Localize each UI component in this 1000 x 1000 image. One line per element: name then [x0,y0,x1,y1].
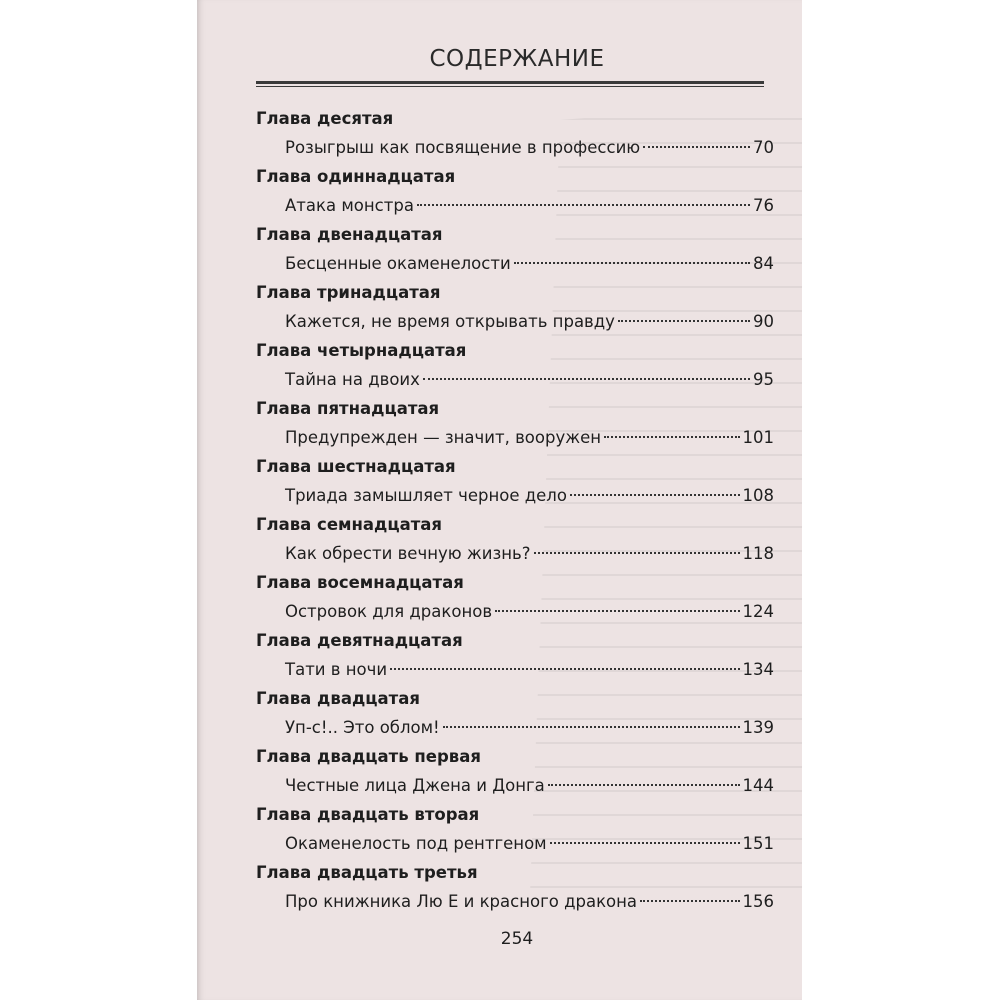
dot-leader [618,320,750,322]
chapter-heading: Глава семнадцатая [256,515,443,534]
page-ref: 151 [742,834,774,853]
dot-leader [550,842,740,844]
dot-leader [495,610,739,612]
dot-leader [604,436,739,438]
chapter-heading: Глава десятая [256,109,394,128]
toc-entry [256,744,774,802]
dot-leader [423,378,750,380]
chapter-title: Про книжника Лю Е и красного дракона [285,892,638,911]
toc-entry [256,454,774,512]
toc-entry [256,396,774,454]
chapter-title: Тати в ночи [285,660,388,679]
table-of-contents [256,106,774,918]
chapter-heading: Глава девятнадцатая [256,631,463,650]
toc-row [256,305,774,338]
toc-row [256,653,774,686]
toc-entry [256,860,774,918]
page-ref: 144 [742,776,774,795]
toc-row [256,363,774,396]
toc-row [256,247,774,280]
chapter-heading: Глава двадцатая [256,689,420,708]
dot-leader [443,726,740,728]
dot-leader [417,204,750,206]
page-number: 254 [500,929,534,949]
chapter-heading: Глава одиннадцатая [256,167,456,186]
chapter-heading: Глава тринадцатая [256,283,441,302]
toc-row [256,131,774,164]
page-ref: 101 [742,428,774,447]
page-ref: 84 [753,254,774,273]
toc-entry [256,106,774,164]
toc-entry [256,164,774,222]
page-ref: 90 [753,312,774,331]
page-title: СОДЕРЖАНИЕ [429,46,605,72]
chapter-title: Триада замышляет черное дело [285,486,567,505]
chapter-heading: Глава четырнадцатая [256,341,467,360]
toc-entry [256,628,774,686]
chapter-heading: Глава двенадцатая [256,225,443,244]
chapter-title: Атака монстра [285,196,414,215]
page-ref: 108 [742,486,774,505]
chapter-heading: Глава восемнадцатая [256,573,464,592]
chapter-heading: Глава шестнадцатая [256,457,456,476]
chapter-heading: Глава двадцать вторая [256,805,480,824]
chapter-title: Окаменелость под рентгеном [285,834,547,853]
page-ref: 156 [742,892,774,911]
chapter-title: Бесценные окаменелости [285,254,511,273]
chapter-heading: Глава двадцать первая [256,747,481,766]
toc-entry [256,338,774,396]
chapter-title: Предупрежден — значит, вооружен [285,428,602,447]
chapter-title: Кажется, не время открывать правду [285,312,615,331]
toc-row [256,769,774,802]
chapter-heading: Глава пятнадцатая [256,399,440,418]
toc-row [256,479,774,512]
toc-entry [256,802,774,860]
dot-leader [390,668,739,670]
toc-entry [256,570,774,628]
dot-leader [534,552,740,554]
page-ref: 70 [753,138,774,157]
page-ref: 76 [753,196,774,215]
chapter-title: Уп-с!.. Это облом! [285,718,440,737]
dot-leader [640,900,739,902]
chapter-title: Островок для драконов [285,602,493,621]
toc-row [256,827,774,860]
page-ref: 118 [742,544,774,563]
dot-leader [643,146,750,148]
chapter-title: Как обрести вечную жизнь? [285,544,531,563]
toc-row [256,885,774,918]
toc-row [256,711,774,744]
page-ref: 95 [753,370,774,389]
chapter-title: Тайна на двоих [285,370,420,389]
toc-row [256,189,774,222]
toc-entry [256,686,774,744]
chapter-title: Честные лица Джена и Донга [285,776,545,795]
page-ref: 139 [742,718,774,737]
toc-entry [256,222,774,280]
chapter-title: Розыгрыш как посвящение в профессию [285,138,641,157]
page-ref: 134 [742,660,774,679]
toc-entry [256,512,774,570]
dot-leader [514,262,750,264]
page-ref: 124 [742,602,774,621]
toc-row [256,421,774,454]
chapter-heading: Глава двадцать третья [256,863,478,882]
toc-entry [256,280,774,338]
book-page [197,0,802,1000]
dot-leader [570,494,740,496]
title-rule [256,81,764,84]
toc-row [256,595,774,628]
toc-row [256,537,774,570]
dot-leader [548,784,740,786]
